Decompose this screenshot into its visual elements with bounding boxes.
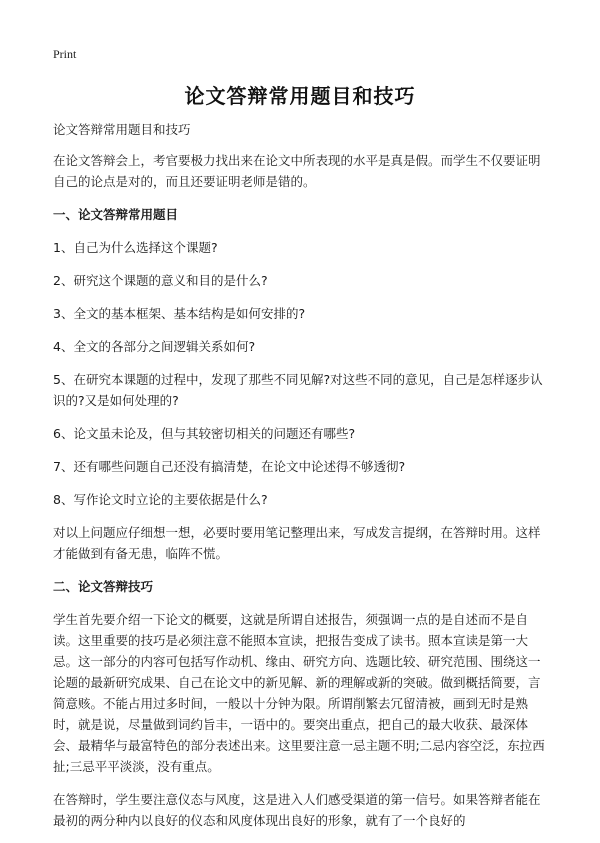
question-item: 6、论文虽未论及，但与其较密切相关的问题还有哪些? (53, 426, 356, 441)
question-item: 4、全文的各部分之间逻辑关系如何? (53, 339, 256, 354)
article-subtitle: 论文答辩常用题目和技巧 (53, 122, 191, 137)
page-title: 论文答辩常用题目和技巧 (184, 84, 416, 108)
print-label[interactable]: Print (53, 47, 77, 61)
question-item: 3、全文的基本框架、基本结构是如何安排的? (53, 306, 306, 321)
question-item: 8、写作论文时立论的主要依据是什么? (53, 492, 268, 507)
intro-paragraph: 在论文答辩会上，考官要极力找出来在论文中所表现的水平是真是假。而学生不仅要证明自己的论点是对的，而且还要证明老师是错的。 (53, 153, 541, 189)
advice-paragraph: 对以上问题应仔细想一想，必要时要用笔记整理出来，写成发言提纲，在答辩时用。这样才能做到有备无患，临阵不慌。 (53, 525, 541, 561)
question-item: 7、还有哪些问题自己还没有搞清楚，在论文中论述得不够透彻? (53, 459, 406, 474)
body-paragraph: 在答辩时，学生要注意仪态与风度，这是进入人们感受渠道的第一信号。如果答辩者能在最初的两分种内以良好的仪态和风度体现出良好的形象，就有了一个良好的 (53, 792, 541, 828)
question-item: 1、自己为什么选择这个课题? (53, 240, 218, 255)
article-body (53, 119, 548, 843)
question-item: 5、在研究本课题的过程中，发现了那些不同见解?对这些不同的意见，自己是怎样逐步认识的?又是如何处理的? (53, 372, 543, 408)
body-paragraph: 学生首先要介绍一下论文的概要，这就是所谓自述报告，须强调一点的是自述而不是自读。这里重要的技巧是必须注意不能照本宣读，把报告变成了读书。照本宣读是第一大忌。这一部分的内容可包括写作动机、缘由、研究方向、选题比较、研究范围、围绕这一论题的最新研究成果、自己在论文中的新见解、新的理解或新的突破。做到概括简要，言简意赅。不能占用过多时间，一般以十分钟为限。所谓削繁去冗留清被，画到无时是熟时，就是说，尽量做到词约旨丰，一语中的。要突出重点，把自己的最大收获、最深体会、最精华与最富特色的部分表述出来。这里要注意一忌主题不明;二忌内容空泛，东拉西扯;三忌平平淡淡，没有重点。 (53, 612, 545, 774)
section-heading: 一、论文答辩常用题目 (53, 207, 179, 222)
section-heading: 二、论文答辩技巧 (53, 579, 154, 594)
question-item: 2、研究这个课题的意义和目的是什么? (53, 273, 268, 288)
